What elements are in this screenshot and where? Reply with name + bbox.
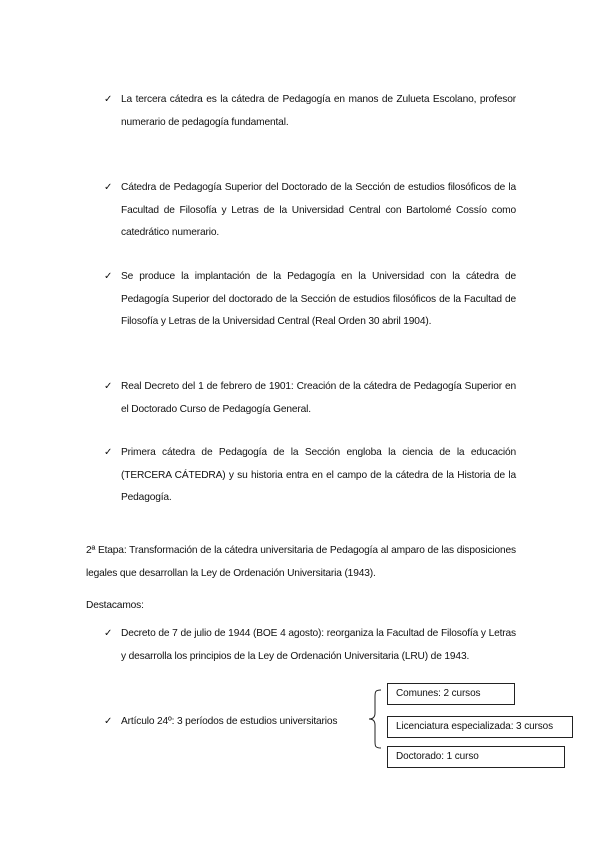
period-box-doctorado: Doctorado: 1 curso (387, 746, 565, 768)
bullet-item-primera-catedra (104, 442, 516, 510)
bullet-item-catedra-superior (104, 177, 516, 245)
bullet-text: La tercera cátedra es la cátedra de Pedagogía en manos de Zulueta Escolano, profesor numerario de pedagogía fundamental. (121, 94, 516, 128)
bullet-item-real-decreto (104, 376, 516, 421)
bullet-text: Decreto de 7 de julio de 1944 (BOE 4 agosto): reorganiza la Facultad de Filosofía y Letras y desarrolla los principios de la Ley de Ordenación Universitaria (LRU) de 1943. (121, 628, 516, 662)
period-box-licenciatura: Licenciatura especializada: 3 cursos (387, 716, 573, 738)
checkmark-icon: ✓ (104, 628, 113, 639)
bullet-item-tercera-catedra (104, 89, 516, 134)
checkmark-icon: ✓ (104, 94, 113, 105)
checkmark-icon: ✓ (104, 716, 113, 727)
bullet-item-articulo-24 (104, 711, 374, 734)
curly-brace-icon (368, 689, 382, 749)
bullet-text: Cátedra de Pedagogía Superior del Doctorado de la Sección de estudios filosóficos de la Facultad de Filosofía y Letras de la Universidad Central con Bartolomé Cossío como catedrático numerario. (121, 182, 516, 238)
bullet-text: Se produce la implantación de la Pedagogía en la Universidad con la cátedra de Pedagogía Superior del doctorado de la Sección de estudios filosóficos de la Facultad de Filosofía y Letras de la Universidad Central (Real Orden 30 abril 1904). (121, 271, 516, 327)
checkmark-icon: ✓ (104, 271, 113, 282)
bullet-text: Real Decreto del 1 de febrero de 1901: Creación de la cátedra de Pedagogía Superior en el Doctorado Curso de Pedagogía General. (121, 381, 516, 415)
bullet-item-decreto-1944 (104, 623, 516, 668)
destacamos-label: Destacamos: (86, 600, 144, 611)
checkmark-icon: ✓ (104, 381, 113, 392)
period-box-comunes: Comunes: 2 cursos (387, 683, 515, 705)
bullet-text: Primera cátedra de Pedagogía de la Sección engloba la ciencia de la educación (TERCERA CÁTEDRA) y su historia entra en el campo de la cátedra de la Historia de la Pedagogía. (121, 447, 516, 503)
bullet-item-implantacion (104, 266, 516, 334)
checkmark-icon: ✓ (104, 182, 113, 193)
etapa-paragraph: 2ª Etapa: Transformación de la cátedra universitaria de Pedagogía al amparo de las disposiciones legales que desarrollan la Ley de Ordenación Universitaria (1943). (86, 545, 516, 579)
checkmark-icon: ✓ (104, 447, 113, 458)
bullet-text: Artículo 24º: 3 períodos de estudios universitarios (121, 716, 338, 727)
